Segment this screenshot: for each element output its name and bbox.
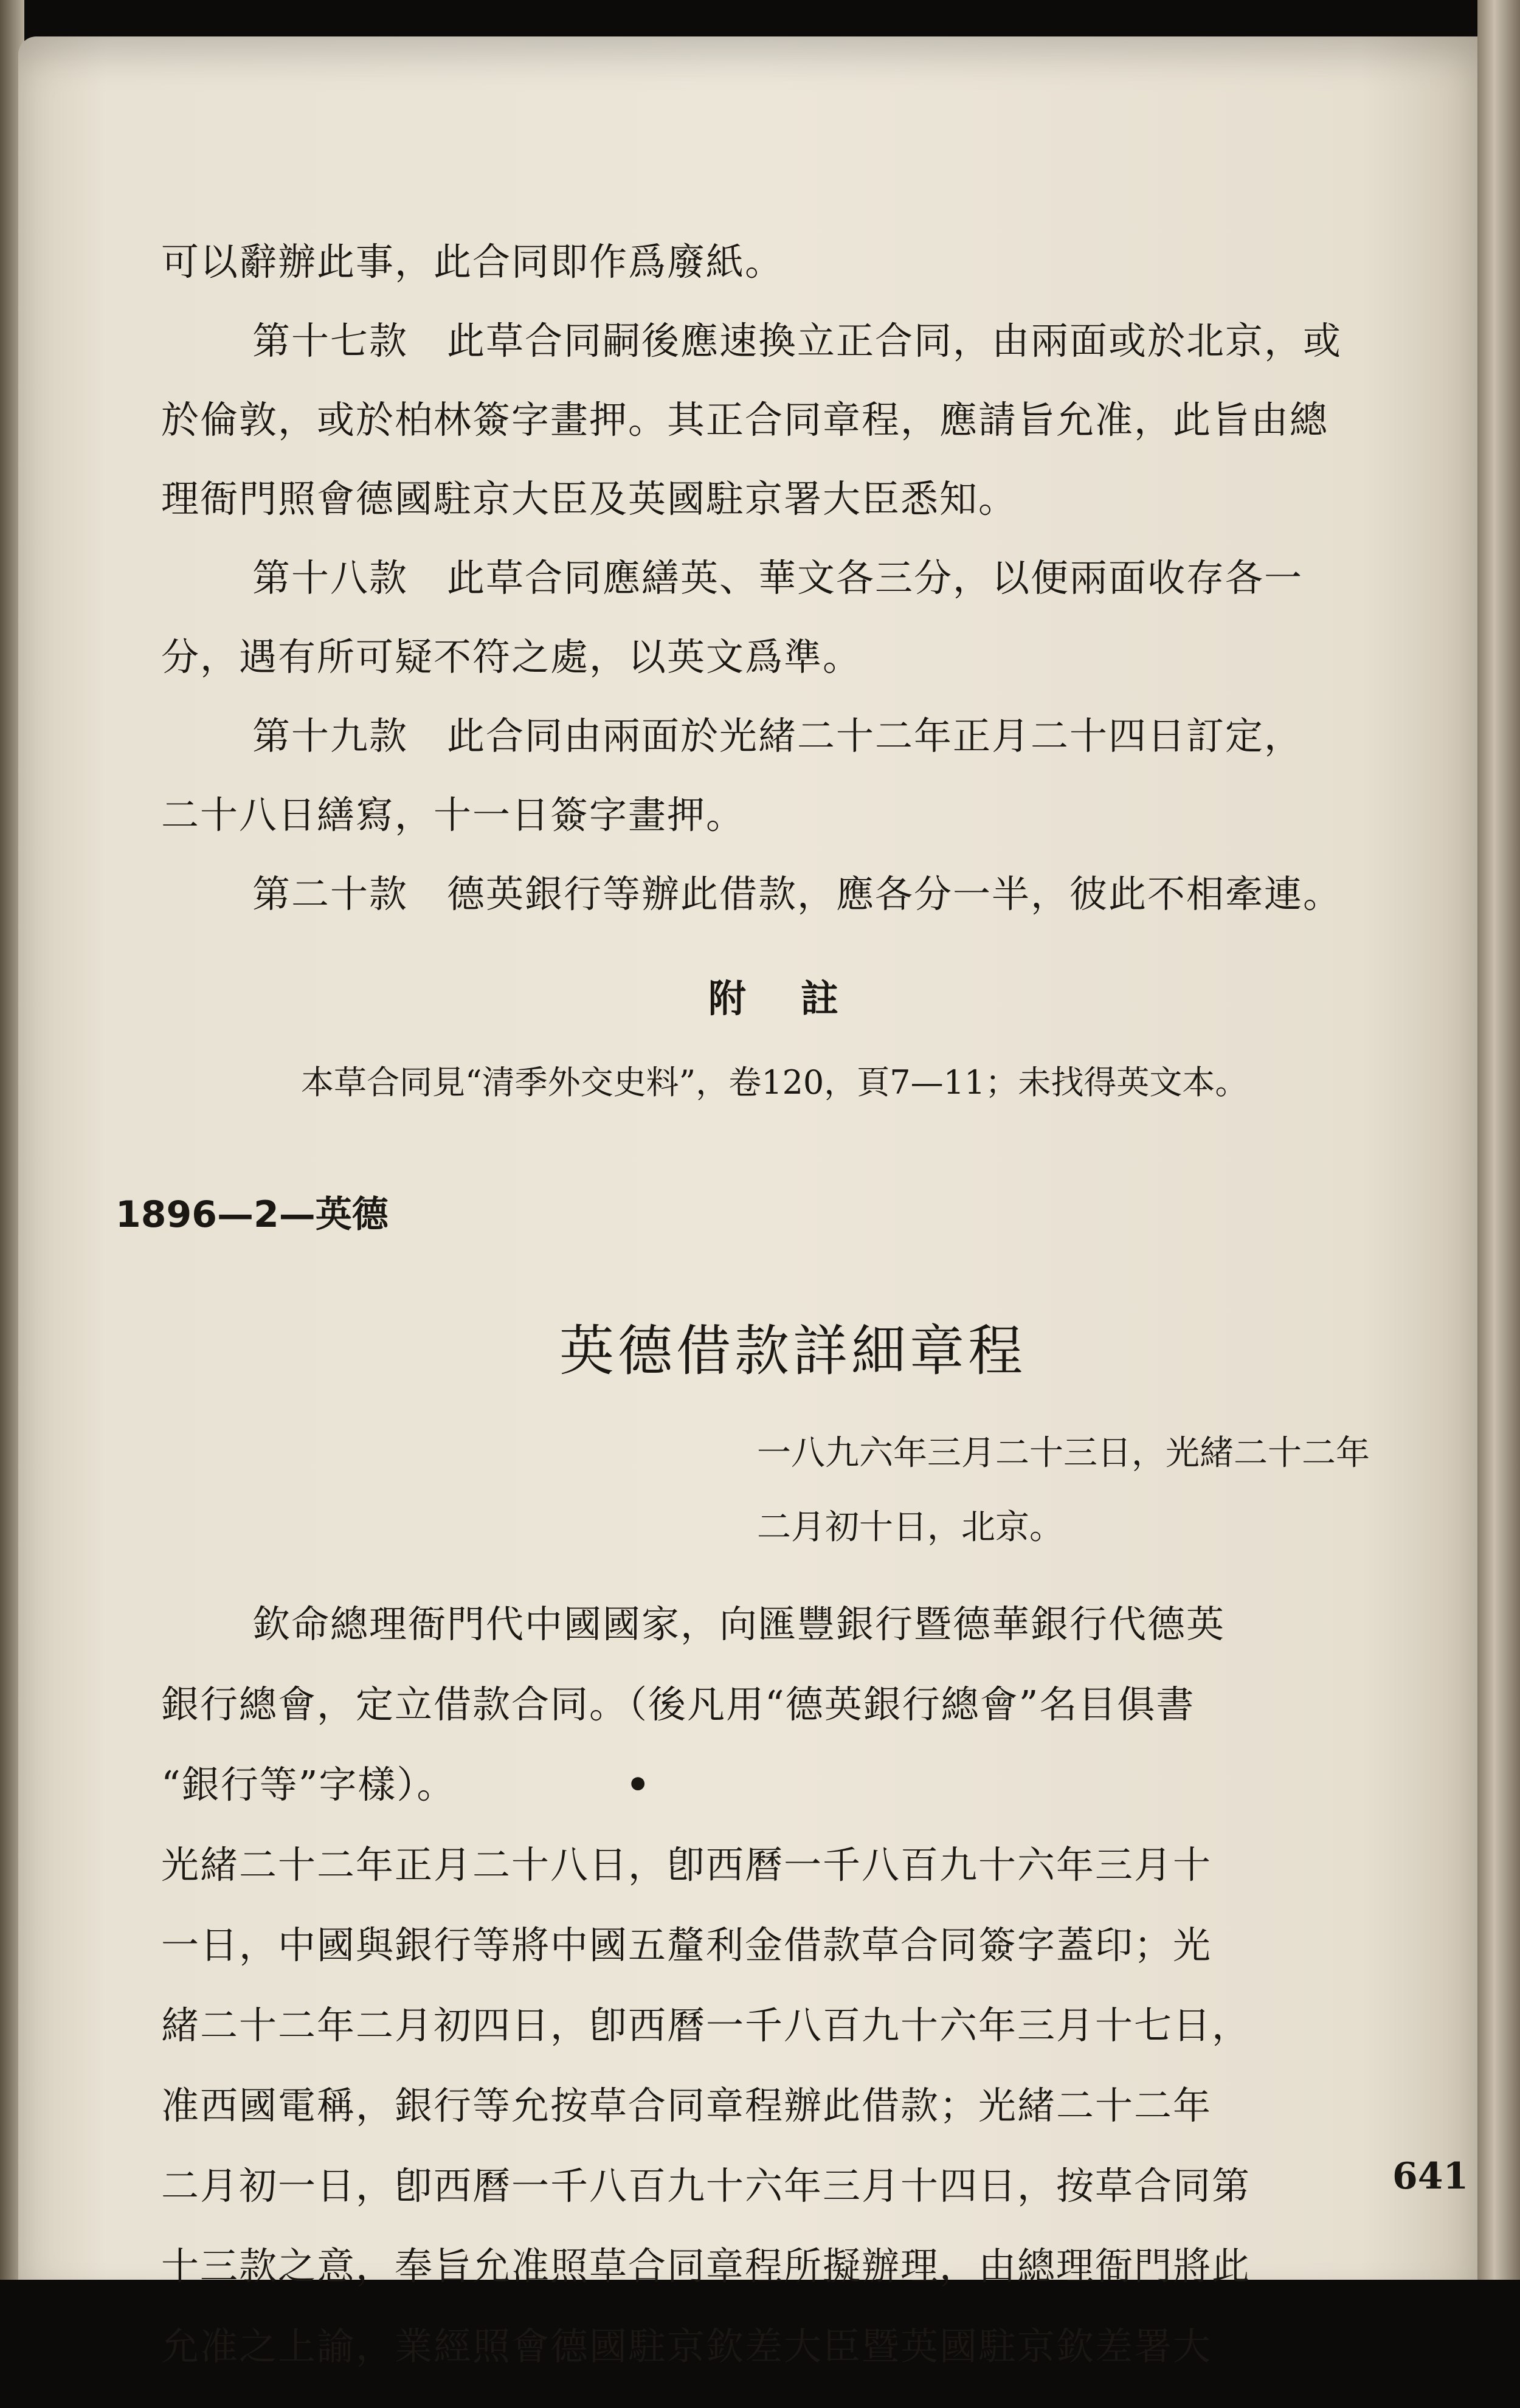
body-line: 允准之上諭，業經照會德國駐京欽差大臣暨英國駐京欽差署大	[161, 2324, 1212, 2368]
text-line: 於倫敦，或於柏林簽字畫押。其正合同章程，應請旨允准，此旨由總	[161, 398, 1329, 442]
article-19-line: 第十九款 此合同由兩面於光緒二十二年正月二十四日訂定，	[252, 714, 1304, 758]
article-17-line: 第十七款 此草合同嗣後應速換立正合同，由兩面或於北京，或	[252, 319, 1342, 363]
section-identifier: 1896—2—英德	[116, 1193, 389, 1236]
body-text-block	[161, 1602, 1468, 2368]
body-line: 准西國電稱，銀行等允按草合同章程辦此借款；光緒二十二年	[161, 2083, 1212, 2128]
body-line: 欽命總理衙門代中國國家，向匯豐銀行暨德華銀行代德英	[252, 1602, 1226, 1646]
page-number: 641	[1392, 2155, 1469, 2198]
text-line: 可以辭辦此事，此合同即作爲廢紙。	[161, 240, 784, 284]
date-line: 一八九六年三月二十三日，光緒二十二年	[757, 1433, 1370, 1473]
document-title: 英德借款詳細章程	[559, 1319, 1026, 1383]
body-line: 緒二十二年二月初四日，卽西曆一千八百九十六年三月十七日，	[161, 2003, 1251, 2047]
article-18-line: 第十八款 此草合同應繕英、華文各三分，以便兩面收存各一	[252, 556, 1304, 600]
page-content	[116, 240, 1468, 2408]
body-line: 二月初一日，卽西曆一千八百九十六年三月十四日，按草合同第	[161, 2164, 1251, 2208]
text-line: 理衙門照會德國駐京大臣及英國駐京署大臣悉知。	[161, 477, 1018, 521]
note-heading: 附註	[708, 976, 894, 1021]
book-right-edge	[1477, 0, 1520, 2280]
top-text-block	[161, 240, 1468, 916]
body-line: 一日，中國與銀行等將中國五釐利金借款草合同簽字蓋印；光	[161, 1923, 1212, 1967]
date-line: 二月初十日，北京。	[757, 1508, 1063, 1547]
note-text: 本草合同見“清季外交史料”，卷120，頁7—11；未找得英文本。	[301, 1063, 1248, 1102]
body-line	[161, 1762, 1468, 1807]
article-20-line: 第二十款 德英銀行等辦此借款，應各分一半，彼此不相牽連。	[252, 872, 1342, 916]
stray-dot: •	[626, 1762, 652, 1807]
body-line-text: “銀行等”字樣）。	[161, 1762, 456, 1807]
body-line: 十三款之意，奉旨允准照草合同章程所擬辦理，由總理衙門將此	[161, 2244, 1251, 2288]
body-line: 光緒二十二年正月二十八日，卽西曆一千八百九十六年三月十	[161, 1843, 1212, 1887]
body-line: 銀行總會，定立借款合同。（後凡用“德英銀行總會”名目俱書	[161, 1682, 1195, 1727]
text-line: 分，遇有所可疑不符之處，以英文爲準。	[161, 635, 862, 679]
text-line: 二十八日繕寫，十一日簽字畫押。	[161, 793, 745, 837]
